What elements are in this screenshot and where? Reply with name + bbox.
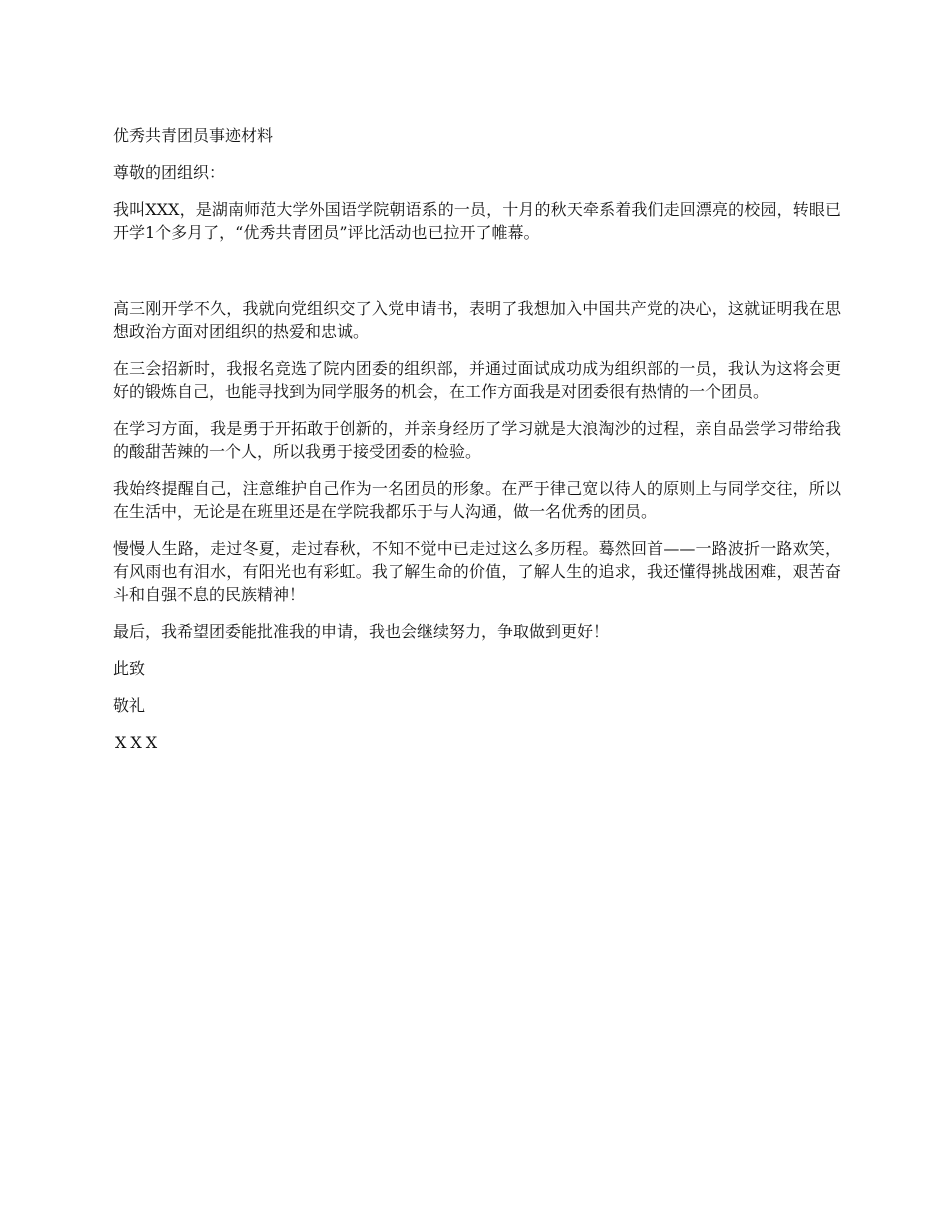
document-page xyxy=(113,124,841,768)
closing-line-2: 敬礼 xyxy=(113,696,146,715)
signature: XXX xyxy=(115,733,162,752)
salutation: 尊敬的团组织： xyxy=(113,163,226,182)
paragraph-gap xyxy=(113,258,841,297)
closing-line-1: 此致 xyxy=(113,659,146,678)
body-paragraph-reflection: 慢慢人生路，走过冬夏，走过春秋，不知不觉中已走过这么多历程。蓦然回首——一路波折一路欢笑，有风雨也有泪水，有阳光也有彩虹。我了解生命的价值，了解人生的追求，我还懂得挑战困难，艰苦奋斗和自强不息的民族精神！ xyxy=(113,539,841,604)
body-paragraph-conclusion: 最后，我希望团委能批准我的申请，我也会继续努力，争取做到更好！ xyxy=(113,622,610,641)
body-paragraph-study: 在学习方面，我是勇于开拓敢于创新的，并亲身经历了学习就是大浪淘沙的过程，亲自品尝学习带给我的酸甜苦辣的一个人，所以我勇于接受团委的检验。 xyxy=(113,419,841,461)
body-paragraph-party: 高三刚开学不久，我就向党组织交了入党申请书，表明了我想加入中国共产党的决心，这就证明我在思想政治方面对团组织的热爱和忠诚。 xyxy=(113,299,841,341)
body-paragraph-life: 我始终提醒自己，注意维护自己作为一名团员的形象。在严于律己宽以待人的原则上与同学交往，所以在生活中，无论是在班里还是在学院我都乐于与人沟通，做一名优秀的团员。 xyxy=(113,479,841,521)
document-title: 优秀共青团员事迹材料 xyxy=(113,126,274,145)
body-paragraph-intro: 我叫XXX，是湖南师范大学外国语学院朝语系的一员，十月的秋天牵系着我们走回漂亮的校园，转眼已开学1个多月了，“优秀共青团员”评比活动也已拉开了帷幕。 xyxy=(113,200,841,242)
body-paragraph-work: 在三会招新时，我报名竞选了院内团委的组织部，并通过面试成功成为组织部的一员，我认为这将会更好的锻炼自己，也能寻找到为同学服务的机会，在工作方面我是对团委很有热情的一个团员。 xyxy=(113,359,841,401)
